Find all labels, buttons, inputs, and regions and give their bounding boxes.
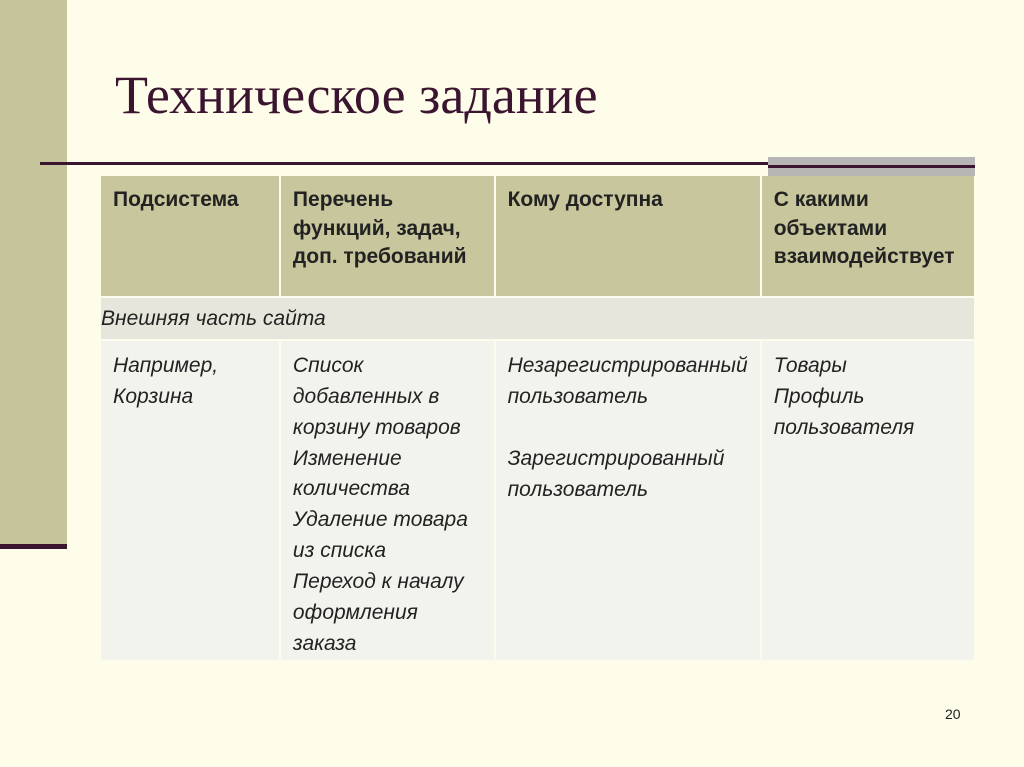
table-header-row <box>101 176 974 297</box>
cell-access <box>495 340 761 661</box>
slide-title: Техническое задание <box>115 65 598 125</box>
function-item: Изменение количества <box>292 446 411 501</box>
function-item: Переход к началу оформления заказа <box>292 570 464 655</box>
function-item: Удаление товара из списка <box>292 508 468 563</box>
section-row <box>101 297 974 340</box>
left-accent-band <box>0 0 67 548</box>
object-item: Товары <box>773 354 847 377</box>
object-item: Профиль пользователя <box>773 384 915 439</box>
cell-objects <box>761 340 974 661</box>
cell-functions <box>280 340 495 661</box>
access-item: Зарегистрированный пользователь <box>507 446 725 501</box>
table-row <box>101 340 974 661</box>
header-objects: С какими объектами взаимодействует <box>761 176 974 297</box>
paragraph-gap <box>508 413 748 444</box>
title-accent-line <box>768 165 975 168</box>
header-subsystem: Подсистема <box>101 176 280 297</box>
function-item: Список добавленных в корзину товаров <box>292 354 461 439</box>
cell-subsystem: Например, Корзина <box>101 340 280 661</box>
page-number: 20 <box>945 706 961 722</box>
header-functions: Перечень функций, задач, доп. требований <box>280 176 495 297</box>
header-access: Кому доступна <box>495 176 761 297</box>
access-item: Незарегистрированный пользователь <box>507 354 748 408</box>
spec-table <box>101 176 974 662</box>
section-label: Внешняя часть сайта <box>101 297 974 340</box>
left-accent-line <box>0 544 67 549</box>
